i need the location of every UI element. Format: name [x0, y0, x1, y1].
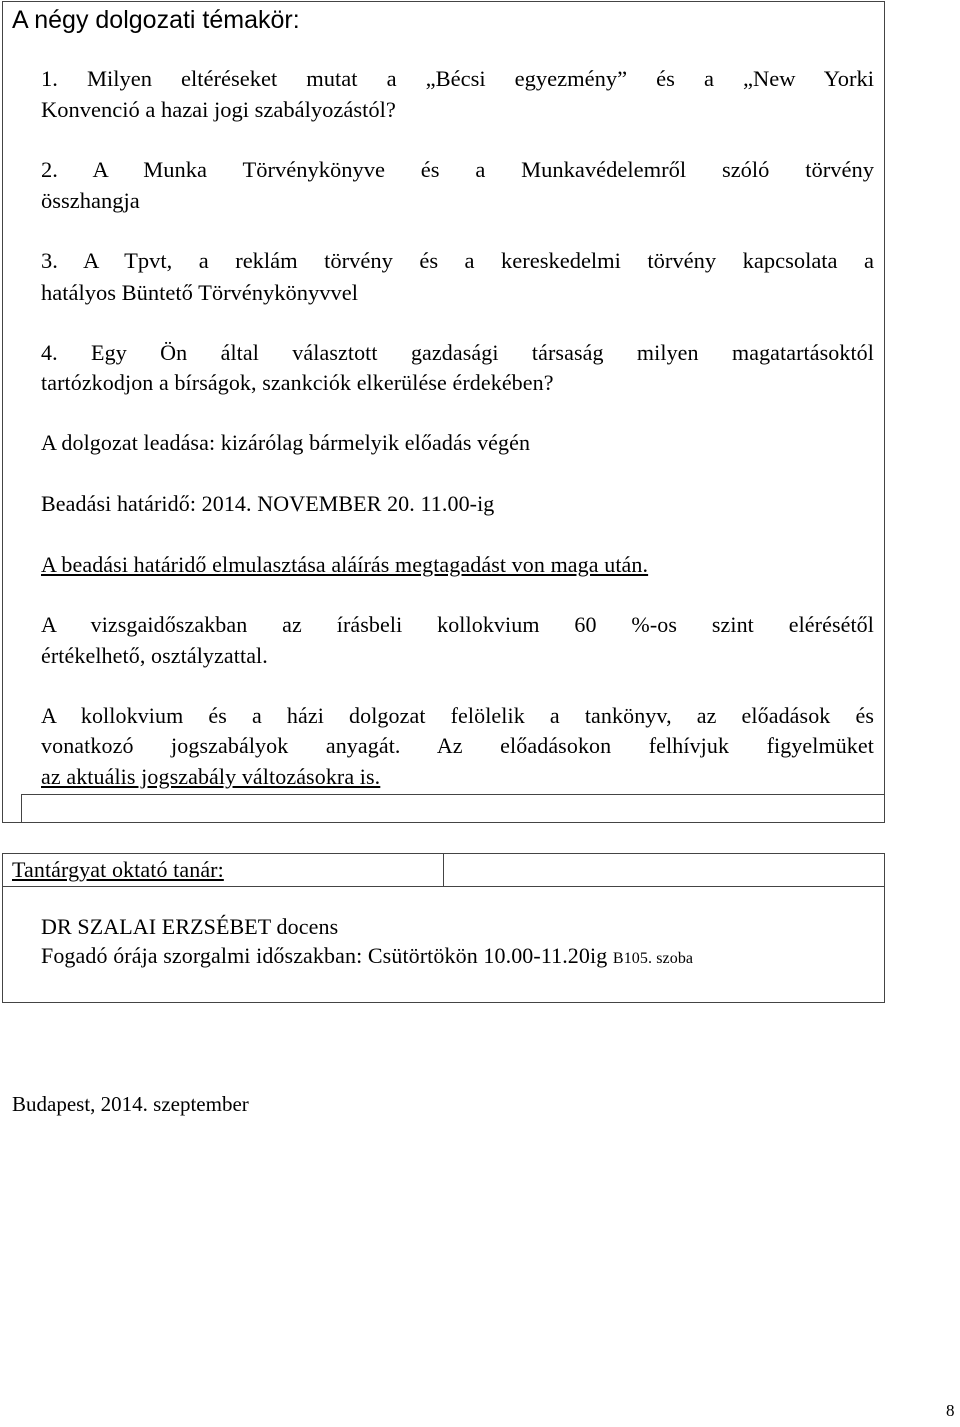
page-number: 8 — [946, 1401, 955, 1420]
topic-2-line-1: 2. A Munka Törvénykönyve és a Munkavédelemről szóló törvény — [41, 157, 874, 182]
teacher-box-divider — [3, 886, 884, 887]
colloquium-line-3: az aktuális jogszabály változásokra is. — [41, 764, 381, 789]
topics-box-divider — [21, 794, 884, 795]
exam-line-2: értékelhető, osztályzattal. — [41, 643, 268, 668]
topics-box — [2, 1, 885, 823]
teacher-name: DR SZALAI ERZSÉBET docens — [41, 914, 339, 939]
topic-1-line-1: 1. Milyen eltéréseket mutat a „Bécsi egyezmény” és a „New Yorki — [41, 66, 874, 91]
office-hours-text: Fogadó órája szorgalmi időszakban: Csütörtökön 10.00-11.20ig — [41, 943, 608, 968]
topic-3-line-1: 3. A Tpvt, a reklám törvény és a kereskedelmi törvény kapcsolata a — [41, 248, 874, 273]
teacher-box-cell-line — [443, 854, 444, 886]
topic-1-line-2: Konvenció a hazai jogi szabályozástól? — [41, 97, 396, 122]
topic-2-line-2: összhangja — [41, 188, 140, 213]
topic-4-line-2: tartózkodjon a bírságok, szankciók elkerülése érdekében? — [41, 370, 554, 395]
topics-box-cell-line — [21, 794, 22, 822]
colloquium-line-1: A kollokvium és a házi dolgozat felölelik a tankönyv, az előadások és — [41, 703, 874, 728]
exam-line-1: A vizsgaidőszakban az írásbeli kollokvium 60 %-os szint elérésétől — [41, 612, 874, 637]
deadline-warning: A beadási határidő elmulasztása aláírás megtagadást von maga után. — [41, 552, 649, 577]
office-hours — [41, 943, 693, 969]
topic-4-line-1: 4. Egy Ön által választott gazdasági társaság milyen magatartásoktól — [41, 340, 874, 365]
teacher-label: Tantárgyat oktató tanár: — [12, 857, 224, 882]
colloquium-line-2: vonatkozó jogszabályok anyagát. Az előadásokon felhívjuk figyelmüket — [41, 733, 874, 758]
submission-text: A dolgozat leadása: kizárólag bármelyik előadás végén — [41, 430, 531, 455]
topics-heading: A négy dolgozati témakör: — [12, 6, 300, 34]
deadline-text: Beadási határidő: 2014. NOVEMBER 20. 11.00-ig — [41, 491, 495, 516]
office-room: B105. szoba — [612, 950, 694, 967]
place-and-date: Budapest, 2014. szeptember — [12, 1092, 249, 1116]
topic-3-line-2: hatályos Büntető Törvénykönyvvel — [41, 280, 359, 305]
